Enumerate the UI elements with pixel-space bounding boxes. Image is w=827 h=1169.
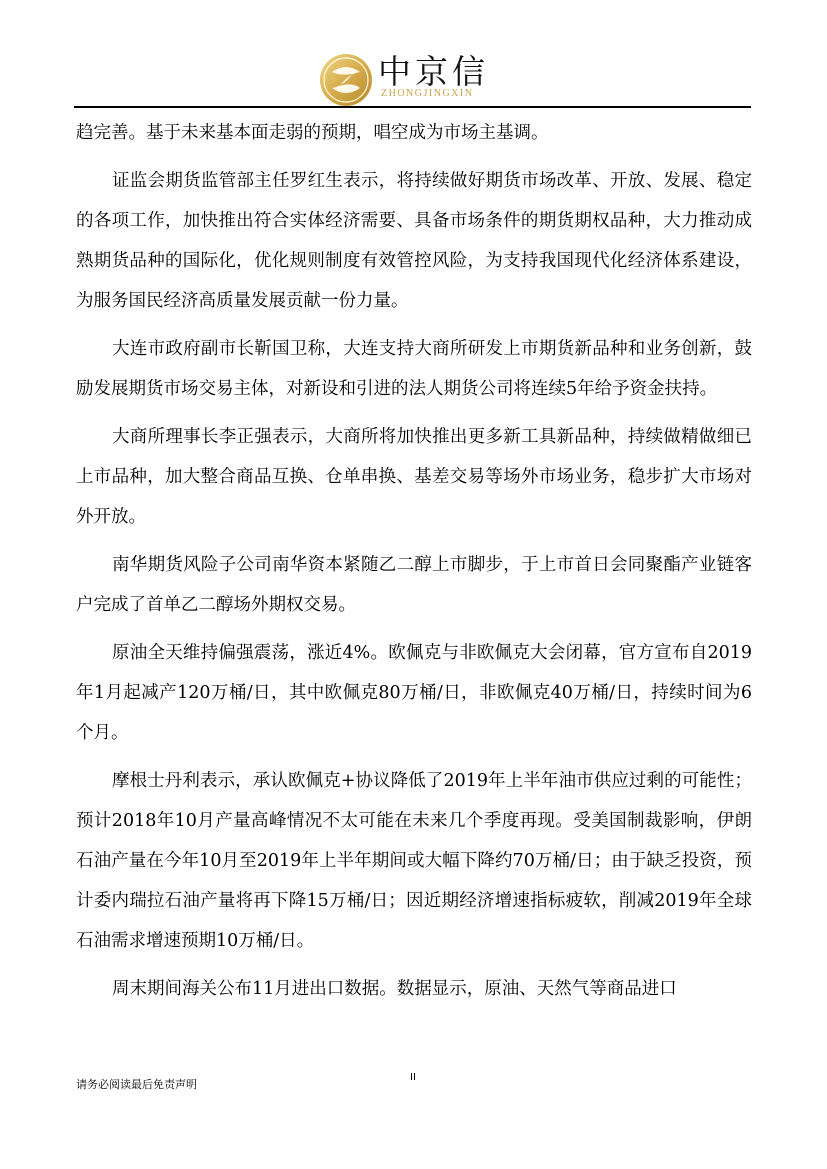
page-header (0, 0, 827, 110)
paragraph: 南华期货风险子公司南华资本紧随乙二醇上市脚步，于上市首日会同聚酯产业链客户完成了首单乙二醇场外期权交易。 (76, 555, 752, 615)
paragraph-continued: 趋完善。基于未来基本面走弱的预期，唱空成为市场主基调。 (76, 123, 549, 143)
paragraph: 原油全天维持偏强震荡，涨近4%。欧佩克与非欧佩克大会闭幕，官方宣布自2019年1月起减产120万桶/日，其中欧佩克80万桶/日，非欧佩克40万桶/日，持续时间为6个月。 (76, 643, 752, 743)
paragraph: 证监会期货监管部主任罗红生表示，将持续做好期货市场改革、开放、发展、稳定的各项工作，加快推出符合实体经济需要、具备市场条件的期货期权品种，大力推动成熟期货品种的国际化，优化规则制度有效管控风险，为支持我国现代化经济体系建设，为服务国民经济高质量发展贡献一份力量。 (76, 171, 752, 311)
paragraph: 周末期间海关公布11月进出口数据。数据显示，原油、天然气等商品进口 (112, 979, 677, 999)
paragraph: 摩根士丹利表示，承认欧佩克+协议降低了2019年上半年油市供应过剩的可能性；预计2018年10月产量高峰情况不太可能在未来几个季度再现。受美国制裁影响，伊朗石油产量在今年10月至2019年上半年期间或大幅下降约70万桶/日；由于缺乏投资，预计委内瑞拉石油产量将再下降15万桶/日；因近期经济增速指标疲软，削减2019年全球石油需求增速预期10万桶/日。 (76, 771, 752, 951)
brand-name: 中京信 (378, 52, 489, 91)
header-divider (74, 106, 751, 108)
article-body (76, 113, 752, 1017)
page-number: II (410, 1072, 416, 1083)
brand-subtitle: ZHONGJINGXIN (381, 88, 474, 99)
paragraph: 大商所理事长李正强表示，大商所将加快推出更多新工具新品种，持续做精做细已上市品种，加大整合商品互换、仓单串换、基差交易等场外市场业务，稳步扩大市场对外开放。 (76, 427, 752, 527)
zhongjingxin-logo-icon (318, 52, 374, 108)
disclaimer-note: 请务必阅读最后免责声明 (76, 1078, 197, 1091)
paragraph: 大连市政府副市长靳国卫称，大连支持大商所研发上市期货新品种和业务创新，鼓励发展期货市场交易主体，对新设和引进的法人期货公司将连续5年给予资金扶持。 (76, 339, 752, 399)
